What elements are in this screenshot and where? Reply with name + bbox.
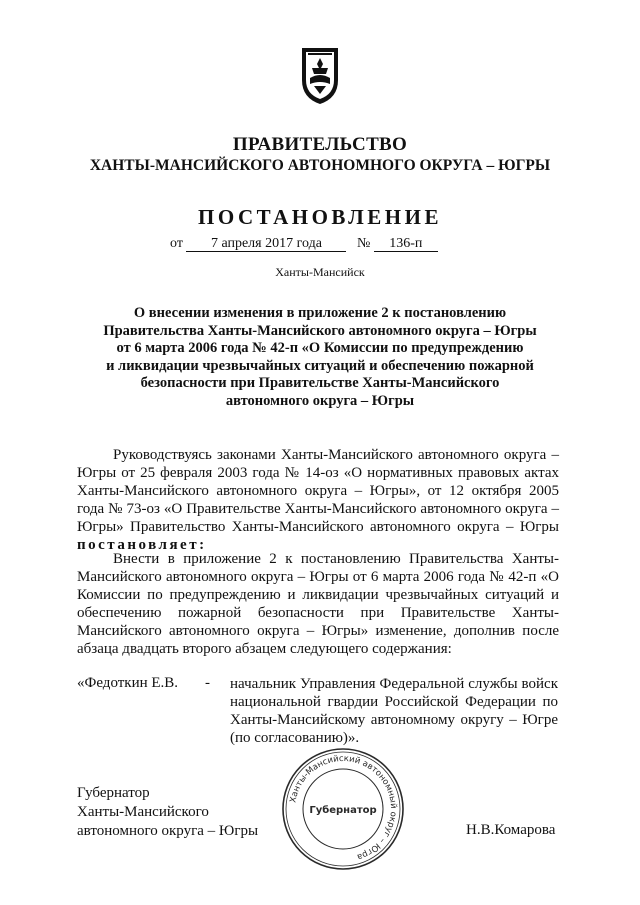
entry-position: начальник Управления Федеральной службы войск национальной гвардии Российской Федерации по Ханты-Мансийскому автономному округу – Югре (по согласованию)». bbox=[230, 676, 558, 746]
official-seal-stamp bbox=[280, 746, 406, 872]
document-type: ПОСТАНОВЛЕНИЕ bbox=[198, 205, 442, 229]
coat-of-arms-icon bbox=[296, 44, 344, 106]
paragraph-amendment: Внести в приложение 2 к постановлению Правительства Ханты-Мансийского автономного округа – Югры от 6 марта 2006 года № 42-п «О Комиссии по предупреждению и ликвидации чрезвычайных ситуаций и обеспечению пожарной безопасности при Правительстве Ханты-Мансийского автономного округа – Югры» изменение, дополнив после абзаца двадцать второго абзацем следующего содержания: bbox=[77, 551, 559, 657]
number-prefix: № bbox=[356, 236, 371, 251]
heading-line: Правительства Ханты-Мансийского автономного округа – Югры bbox=[103, 322, 537, 339]
signatory-title-line: автономного округа – Югры bbox=[77, 823, 259, 839]
paragraph-preamble bbox=[77, 446, 559, 554]
heading-line: автономного округа – Югры bbox=[225, 392, 415, 409]
document-date: 7 апреля 2017 года bbox=[186, 236, 346, 252]
signatory-name: Н.В.Комарова bbox=[466, 822, 556, 838]
city: Ханты-Мансийск bbox=[275, 265, 365, 279]
heading-line: О внесении изменения в приложение 2 к постановлению bbox=[133, 305, 507, 321]
resolves-word: постановляет: bbox=[77, 537, 207, 553]
date-prefix: от bbox=[170, 236, 183, 251]
heading-line: безопасности при Правительстве Ханты-Мансийского bbox=[140, 375, 500, 391]
heading-line: и ликвидации чрезвычайных ситуаций и обеспечению пожарной bbox=[106, 357, 534, 374]
government-subtitle: ХАНТЫ-МАНСИЙСКОГО АВТОНОМНОГО ОКРУГА – ЮГРЫ bbox=[89, 157, 551, 174]
signatory-title bbox=[77, 784, 258, 841]
entry-name: «Федоткин Е.В. bbox=[77, 675, 179, 691]
document-heading bbox=[70, 305, 570, 410]
preamble-text: Руководствуясь законами Ханты-Мансийского автономного округа – Югры от 25 февраля 2003 года № 14-оз «О нормативных правовых актах Ханты-Мансийского автономного округа – Югры», от 12 октября 2005 года № 73-оз «О Правительстве Ханты-Мансийского автономного округа – Югры» Правительство Ханты-Мансийского автономного округа – Югры bbox=[77, 447, 559, 535]
seal-ring-text: Ханты-Мансийский автономный округ – Югра bbox=[288, 753, 399, 862]
entry-dash: - bbox=[205, 675, 210, 691]
seal-center-text: Губернатор bbox=[309, 805, 377, 816]
date-line bbox=[170, 236, 438, 252]
document-number: 136-п bbox=[374, 236, 438, 252]
government-title: ПРАВИТЕЛЬСТВО bbox=[232, 134, 408, 155]
signatory-title-line: Ханты-Мансийского bbox=[77, 804, 209, 820]
signatory-title-line: Губернатор bbox=[77, 785, 150, 801]
heading-line: от 6 марта 2006 года № 42-п «О Комиссии по предупреждению bbox=[116, 340, 524, 356]
